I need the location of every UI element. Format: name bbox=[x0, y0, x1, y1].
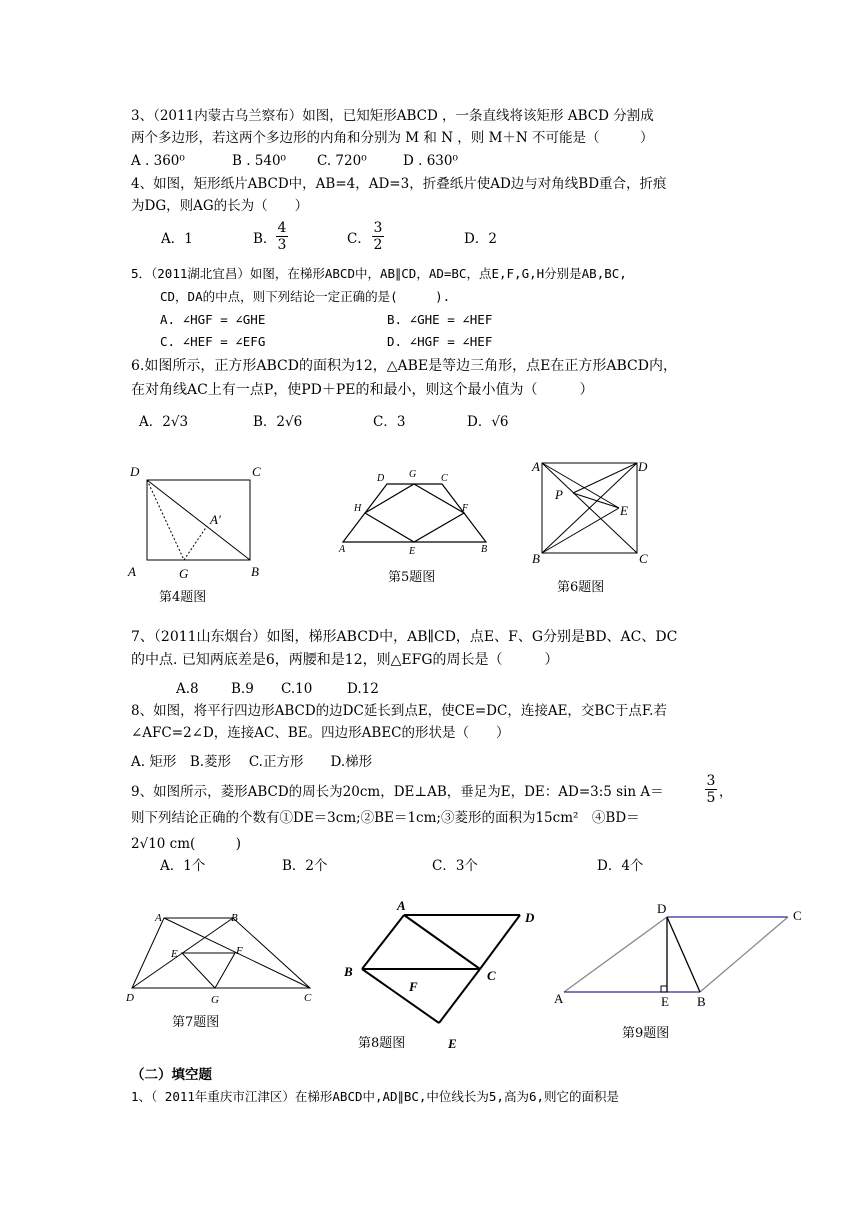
q5-option-a: A. ∠HGF = ∠GHE bbox=[160, 312, 266, 327]
fig6-label-b: B bbox=[532, 551, 540, 566]
q9-sin-fraction bbox=[705, 773, 717, 806]
q3-option-b: B . 540⁰ bbox=[232, 153, 286, 169]
q4-line2: 为DG，则AG的长为（ ） bbox=[131, 198, 309, 214]
section2-title: （二）填空题 bbox=[131, 1067, 212, 1083]
fig4-label-d: D bbox=[130, 464, 140, 479]
q5-option-b: B. ∠GHE = ∠HEF bbox=[387, 312, 493, 327]
q9-line2: 则下列结论正确的个数有①DE＝3cm;②BE＝1cm;③菱形的面积为15cm² ④BD＝ bbox=[131, 810, 640, 826]
fig4-label-a-prime: A′ bbox=[210, 512, 221, 527]
q3-line1: 3、（2011内蒙古乌兰察布）如图，已知矩形ABCD ，一条直线将该矩形 ABCD 分割成 bbox=[131, 108, 654, 124]
q4-option-d: D．2 bbox=[464, 231, 497, 247]
q9-option-a: A．1个 bbox=[160, 858, 206, 874]
fig8-label-b: B bbox=[344, 964, 353, 979]
q4-option-a: A．1 bbox=[161, 231, 193, 247]
q4-option-b-fraction bbox=[276, 220, 288, 253]
fig8-caption: 第8题图 bbox=[358, 1036, 406, 1051]
q9-comma: ， bbox=[719, 784, 733, 800]
fig7-label-d: D bbox=[126, 992, 134, 1004]
q3-option-d: D . 630⁰ bbox=[403, 153, 458, 169]
fig7-label-b: B bbox=[231, 912, 238, 924]
fig5-label-c: C bbox=[441, 473, 448, 484]
fig9-label-e: E bbox=[661, 994, 669, 1009]
fig9-label-a: A bbox=[554, 991, 564, 1006]
fig5-label-d: D bbox=[377, 473, 385, 484]
fig7-label-e: E bbox=[171, 948, 178, 960]
fig8-label-a: A bbox=[397, 898, 406, 913]
q6-line2: 在对角线AC上有一点P，使PD＋PE的和最小，则这个最小值为（ ） bbox=[131, 382, 594, 398]
fig7-label-a: A bbox=[155, 912, 162, 924]
fig5-label-g: G bbox=[409, 469, 417, 480]
fig5-label-f: F bbox=[462, 503, 469, 514]
fig5-label-a: A bbox=[339, 544, 346, 555]
figure-7 bbox=[120, 902, 320, 1012]
q7-line2: 的中点. 已知两底差是6，两腰和是12，则△EFG的周长是（ ） bbox=[131, 652, 559, 668]
fig9-label-d: D bbox=[657, 901, 667, 916]
q9-sin-numerator: 3 bbox=[706, 773, 716, 789]
q4-b-denominator: 3 bbox=[277, 237, 287, 253]
figure-9 bbox=[550, 895, 810, 1015]
fig8-label-e: E bbox=[448, 1036, 457, 1051]
fig4-label-b: B bbox=[251, 564, 259, 579]
q3-option-a: A . 360⁰ bbox=[131, 153, 185, 169]
q8-line3: A. 矩形 B.菱形 C.正方形 D.梯形 bbox=[131, 754, 373, 770]
q9-line3: 2√10 cm( ) bbox=[131, 836, 242, 852]
fig6-label-c: C bbox=[639, 551, 648, 566]
q8-line2: ∠AFC=2∠D，连接AC、BE。四边形ABEC的形状是（ ） bbox=[131, 725, 510, 741]
fig8-label-c: C bbox=[487, 968, 496, 983]
fig5-label-h: H bbox=[354, 503, 362, 514]
fig6-label-p: P bbox=[555, 487, 563, 502]
q7-option-a: A.8 bbox=[176, 681, 199, 697]
fig6-label-a: A bbox=[532, 459, 540, 474]
q5-line1: 5．（2011湖北宜昌）如图，在梯形ABCD中，AB∥CD，AD=BC，点E,F,G,H分别是AB,BC, bbox=[131, 266, 627, 281]
q9-option-d: D．4个 bbox=[597, 858, 644, 874]
q6-option-a: A．2√3 bbox=[139, 414, 189, 430]
fig4-label-g: G bbox=[179, 566, 189, 581]
fig9-caption: 第9题图 bbox=[622, 1026, 670, 1041]
fig7-label-g: G bbox=[211, 994, 219, 1006]
q9-option-c: C．3个 bbox=[432, 858, 478, 874]
q3-line2: 两个多边形，若这两个多边形的内角和分别为 M 和 N ，则 M＋N 不可能是（ ） bbox=[131, 130, 654, 146]
q6-option-b: B．2√6 bbox=[253, 414, 303, 430]
fig4-label-c: C bbox=[252, 464, 261, 479]
fig4-caption: 第4题图 bbox=[159, 590, 207, 605]
fig7-caption: 第7题图 bbox=[172, 1015, 220, 1030]
q7-option-b: B.9 bbox=[231, 681, 254, 697]
fig8-label-f: F bbox=[409, 979, 418, 994]
q4-option-b: B． bbox=[253, 231, 277, 247]
q6-option-c: C．3 bbox=[373, 414, 406, 430]
q4-c-denominator: 2 bbox=[373, 237, 383, 253]
fig6-label-e: E bbox=[620, 503, 628, 518]
fig7-label-f: F bbox=[236, 945, 243, 957]
q4-c-numerator: 3 bbox=[373, 220, 383, 236]
fig6-caption: 第6题图 bbox=[557, 580, 605, 595]
q9-option-b: B．2个 bbox=[282, 858, 328, 874]
fig5-label-b: B bbox=[481, 544, 488, 555]
figure-5 bbox=[335, 462, 495, 557]
fig4-label-a: A bbox=[128, 564, 136, 579]
q5-line2: CD，DA的中点，则下列结论一定正确的是( ). bbox=[160, 289, 451, 304]
q9-sin-denominator: 5 bbox=[706, 790, 716, 806]
fig5-caption: 第5题图 bbox=[388, 570, 436, 585]
q4-option-c-fraction bbox=[372, 220, 384, 253]
q9-line1: 9、如图所示，菱形ABCD的周长为20cm，DE⊥AB，垂足为E，DE：AD=3:5 sin A＝ bbox=[131, 784, 664, 800]
figure-6 bbox=[525, 455, 665, 575]
q5-option-c: C. ∠HEF = ∠EFG bbox=[160, 334, 266, 349]
fig6-label-d: D bbox=[638, 459, 648, 474]
q5-option-d: D. ∠HGF = ∠HEF bbox=[387, 334, 493, 349]
fig8-label-d: D bbox=[525, 910, 535, 925]
fig9-label-b: B bbox=[697, 994, 706, 1009]
q8-line1: 8、如图，将平行四边形ABCD的边DC延长到点E，使CE=DC，连接AE，交BC于点F.若 bbox=[131, 703, 667, 719]
fig5-label-e: E bbox=[409, 546, 416, 557]
q6-option-d: D．√6 bbox=[467, 414, 509, 430]
q3-option-c: C. 720⁰ bbox=[317, 153, 367, 169]
q7-option-c: C.10 bbox=[281, 681, 313, 697]
q7-line1: 7、（2011山东烟台）如图，梯形ABCD中，AB∥CD，点E、F、G分别是BD、AC、DC bbox=[131, 629, 678, 645]
q4-line1: 4、如图，矩形纸片ABCD中，AB=4，AD=3，折叠纸片使AD边与对角线BD重合，折痕 bbox=[131, 176, 667, 192]
q7-option-d: D.12 bbox=[347, 681, 379, 697]
q4-b-numerator: 4 bbox=[277, 220, 287, 236]
q4-option-c: C． bbox=[347, 231, 371, 247]
section2-q1: 1、（ 2011年重庆市江津区）在梯形ABCD中,AD∥BC,中位线长为5,高为6,则它的面积是 bbox=[131, 1089, 620, 1104]
fig7-label-c: C bbox=[304, 992, 312, 1004]
figure-8 bbox=[335, 895, 545, 1055]
fig9-label-c: C bbox=[793, 908, 802, 923]
q6-line1: 6.如图所示，正方形ABCD的面积为12，△ABE是等边三角形，点E在正方形ABCD内， bbox=[131, 358, 677, 374]
